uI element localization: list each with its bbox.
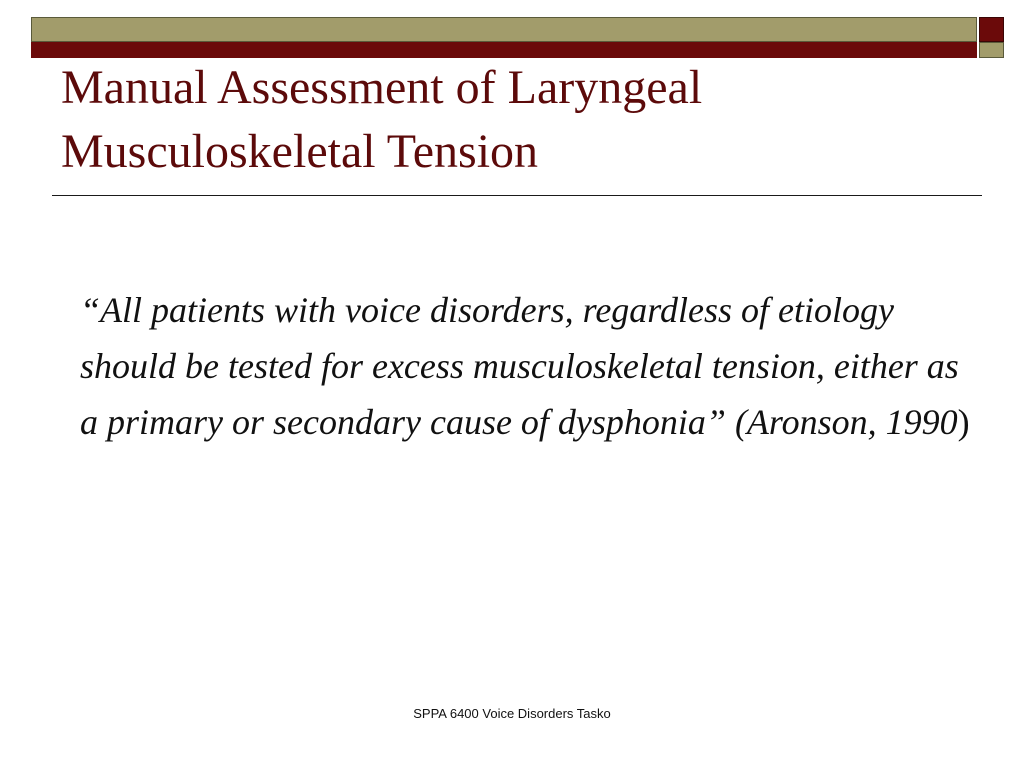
quote-paragraph — [80, 282, 980, 450]
slide-footer: SPPA 6400 Voice Disorders Tasko — [413, 706, 611, 721]
slide-title — [61, 56, 961, 184]
header-olive-square — [979, 42, 1004, 58]
title-divider — [52, 195, 982, 196]
header-olive-bar — [31, 17, 977, 42]
slide-title-line1: Manual Assessment of Laryngeal — [61, 61, 703, 114]
quote-close-paren: ) — [957, 402, 970, 442]
quote-text: “All patients with voice disorders, regardless of etiology should be tested for excess musculoskeletal tension, either as a primary or secondary cause of dysphonia” (Aronson, 1990 — [80, 290, 959, 442]
slide-title-line2: Musculoskeletal Tension — [61, 125, 539, 178]
header-maroon-square — [979, 17, 1004, 42]
